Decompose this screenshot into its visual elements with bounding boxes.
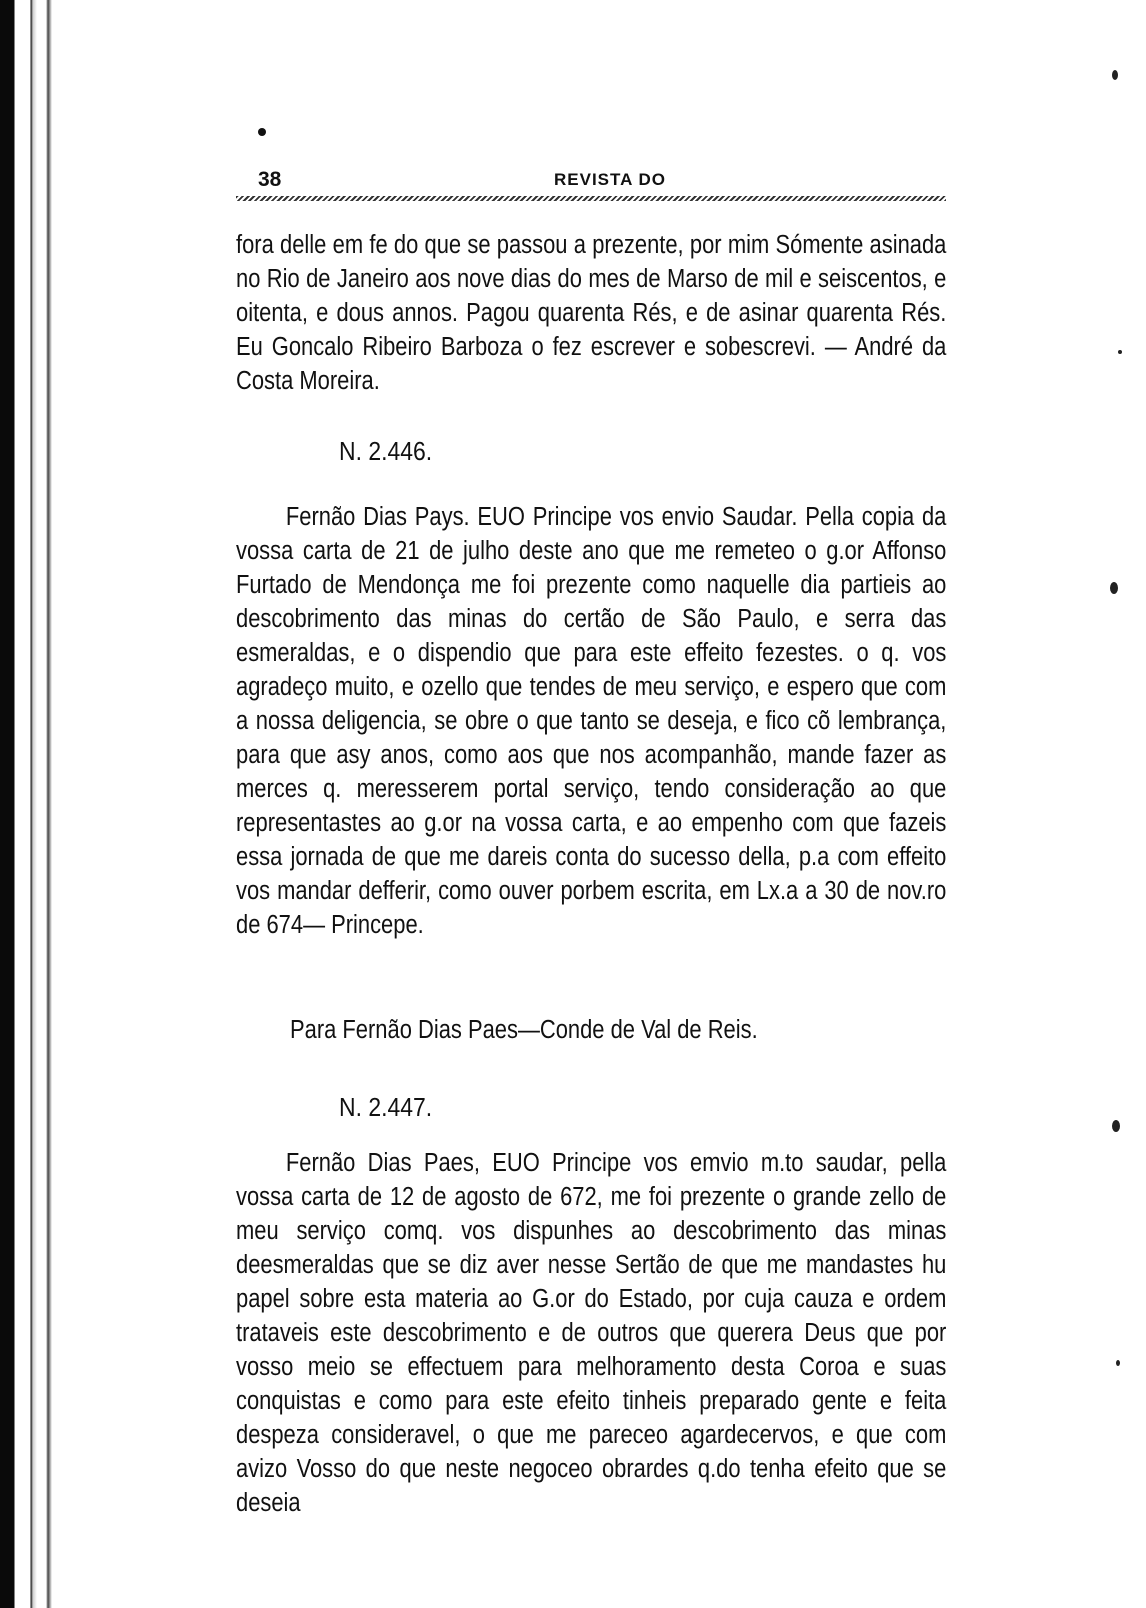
speck <box>1118 350 1122 354</box>
paragraph: fora delle em fe do que se passou a prezente, por mim Sómente asinada no Rio de Janeiro aos nove dias do mes de Marso de mil e seiscentos, e oitenta, e dous annos. Pagou quarenta Rés, e de asinar quarenta Rés. Eu Goncalo Ribeiro Barboza o fez escrever e sobescrevi. — André da Costa Moreira. <box>236 231 947 395</box>
body-text-block <box>236 500 946 942</box>
closing-line: Para Fernão Dias Paes—Conde de Val de Reis. <box>290 1016 758 1044</box>
speck <box>1116 1360 1120 1366</box>
binding-gutter <box>0 0 64 1608</box>
page-number: 38 <box>258 168 282 191</box>
speck <box>1112 70 1118 80</box>
document-number: N. 2.446. <box>339 438 433 466</box>
body-text-block <box>236 1146 946 1520</box>
speck <box>1110 582 1118 594</box>
document-number: N. 2.447. <box>339 1094 433 1122</box>
running-head: REVISTA DO <box>554 170 667 189</box>
paragraph: Fernão Dias Pays. EUO Principe vos envio Saudar. Pella copia da vossa carta de 21 de julho deste ano que me remeteo o g.or Affonso Furtado de Mendonça me foi prezente como naquelle dia partieis ao descobrimento das minas do certão de São Paulo, e serra das esmeraldas, e o dispendio que para este effeito fezestes. o q. vos agradeço muito, e ozello que tendes de meu serviço, e espero que com a nossa deligencia, se obre o que tanto se deseja, e fico cõ lembrança, para que asy anos, como aos que nos acompanhão, mande fazer as merces q. meresserem portal serviço, tendo consideração ao que representastes ao g.or na vossa carta, e ao empenho com que fazeis essa jornada de que me dareis conta do sucesso della, p.a com effeito vos mandar defferir, como ouver porbem escrita, em Lx.a a 30 de nov.ro de 674— Princepe. <box>236 503 947 939</box>
header-rule <box>236 196 946 201</box>
page-header <box>254 168 950 198</box>
paragraph: Fernão Dias Paes, EUO Principe vos emvio m.to saudar, pella vossa carta de 12 de agosto de 672, me foi prezente o grande zello de meu serviço comq. vos dispunhes ao descobrimento das minas deesmeraldas que se diz aver nesse Sertão de que me mandastes hu papel sobre esta materia ao G.or do Estado, por cuja cauza e ordem trataveis este descobrimento e de outros que querera Deus que por vosso meio se effectuem para melhoramento desta Coroa e suas conquistas e como para este efeito tinheis preparado gente e feita despeza consideravel, o que me pareceo agardecervos, e que com avizo Vosso do que neste negoceo obrardes q.do tenha efeito que se deseia <box>236 1149 947 1517</box>
body-text-block <box>236 228 946 398</box>
speck <box>1112 1120 1120 1132</box>
bullet-mark <box>258 128 266 136</box>
